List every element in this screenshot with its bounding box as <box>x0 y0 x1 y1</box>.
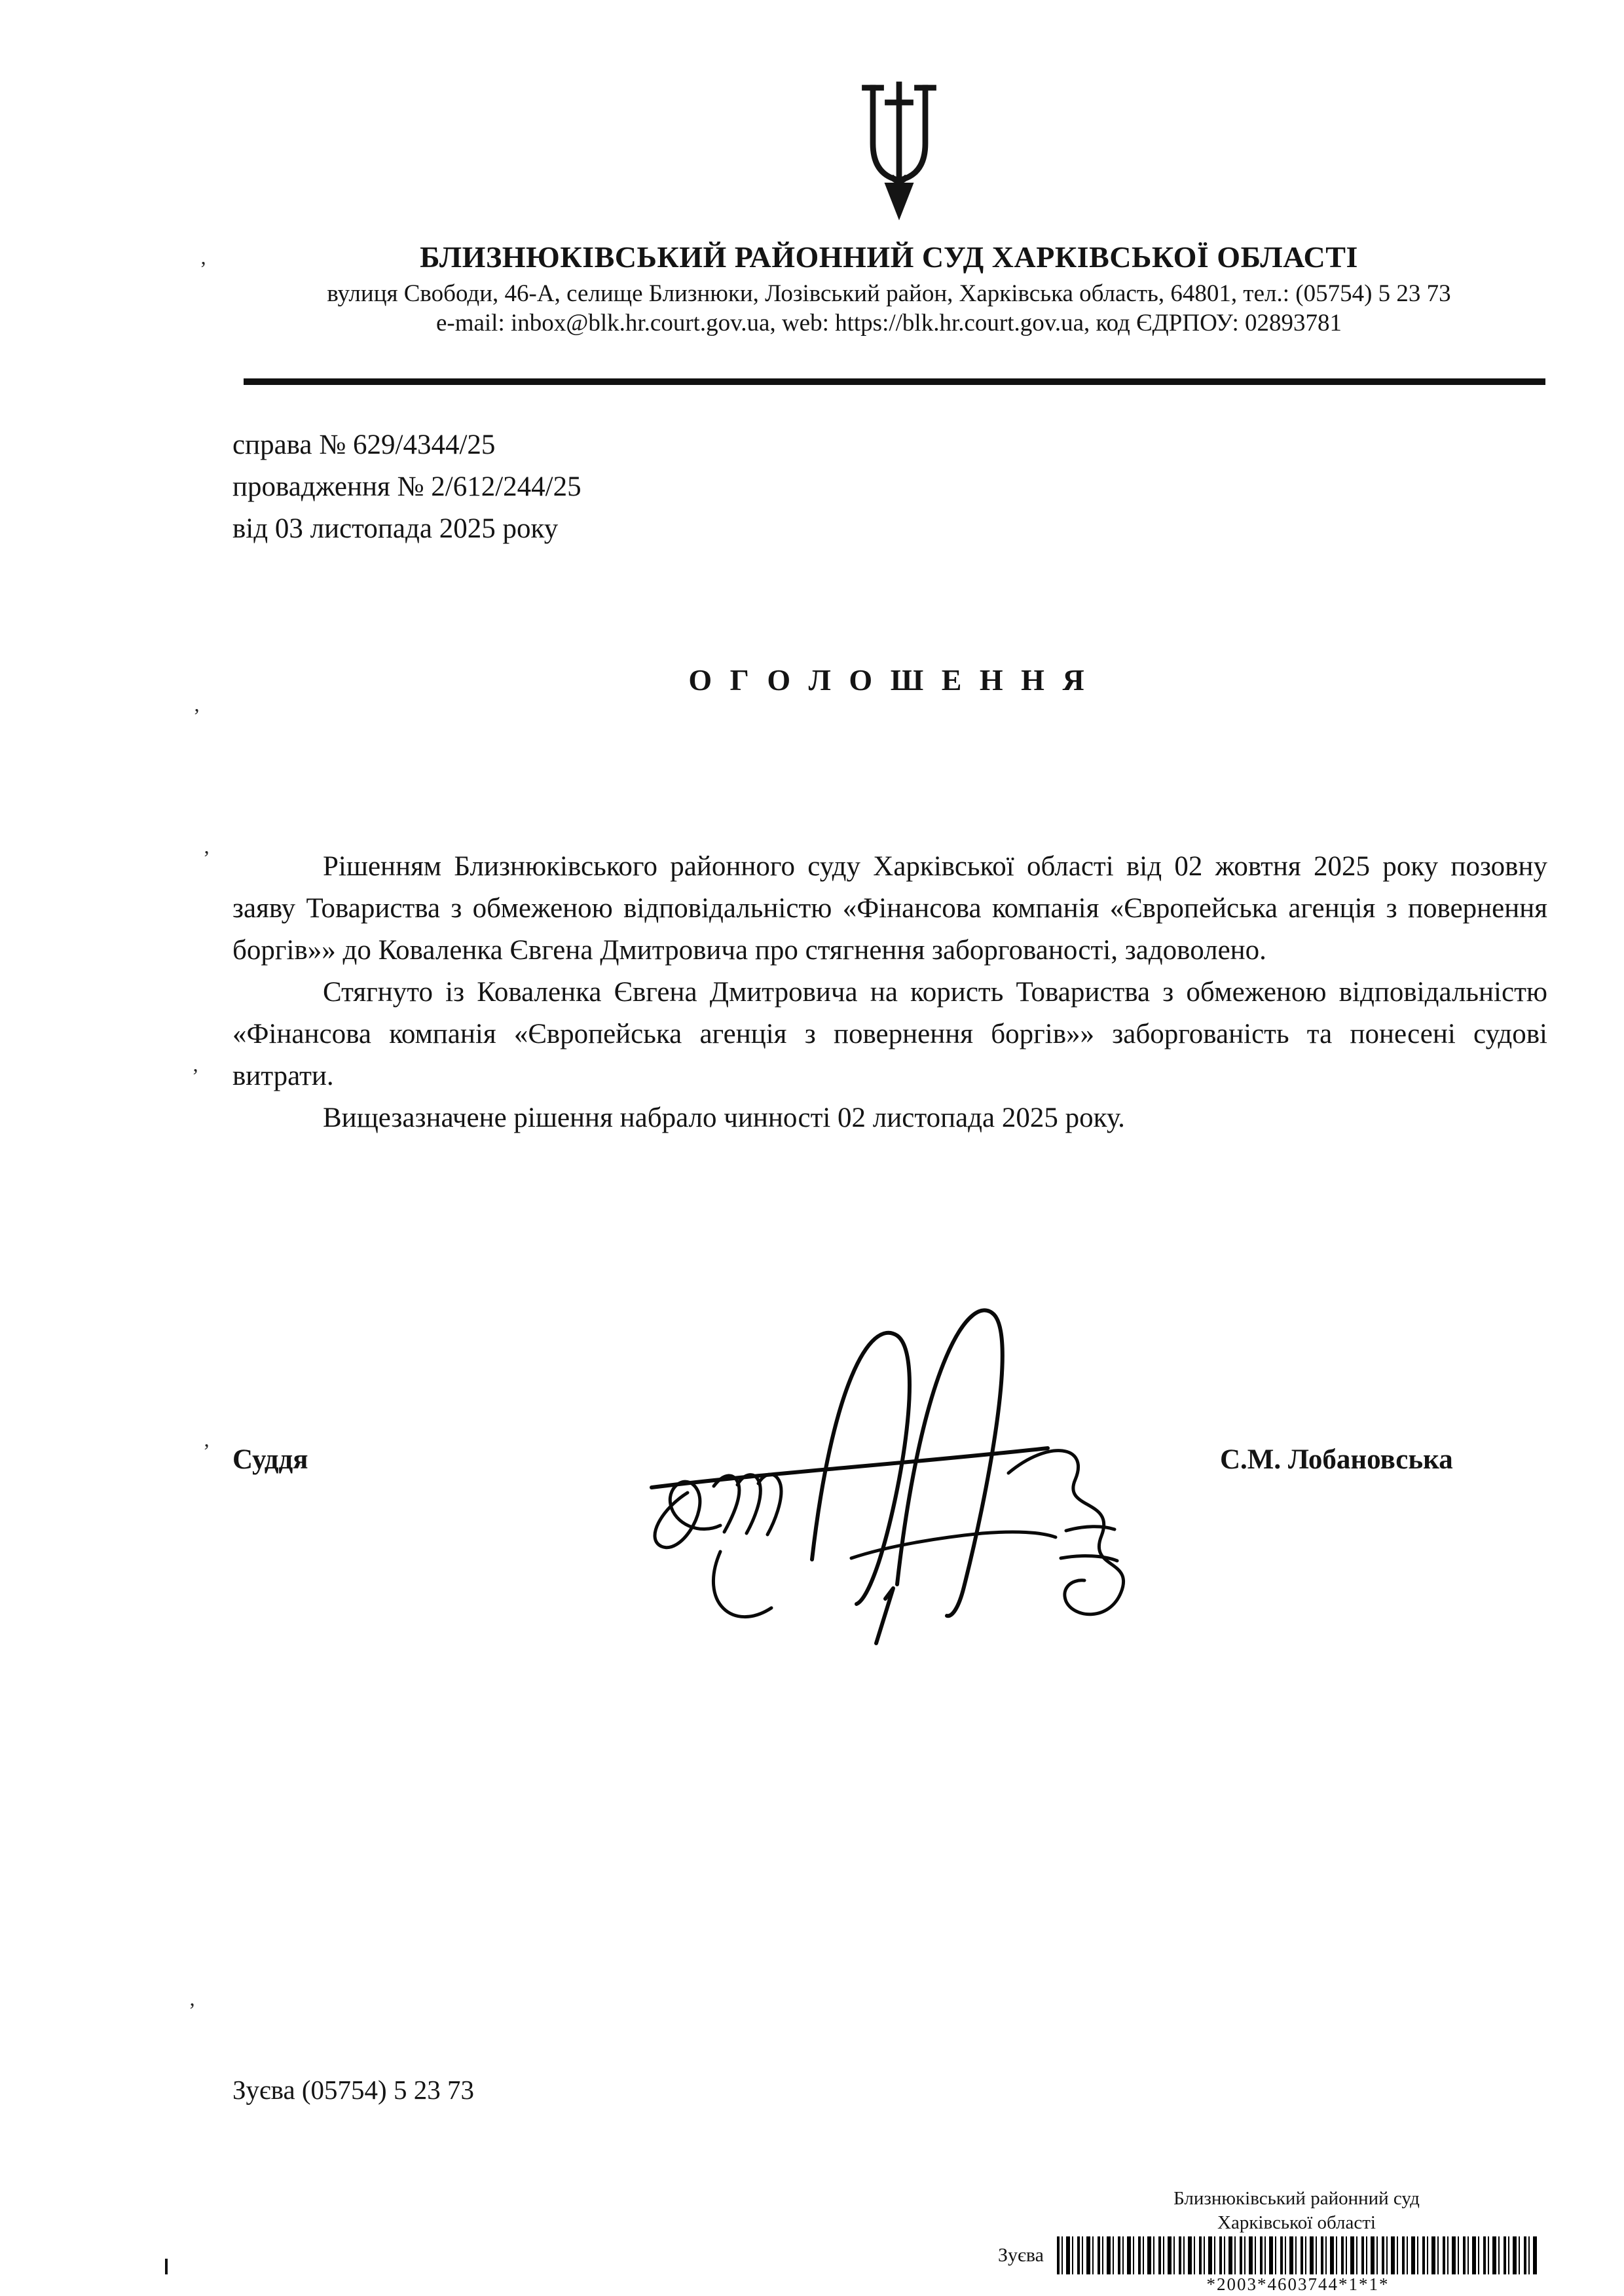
page-title: О Г О Л О Ш Е Н Н Я <box>688 663 1090 697</box>
stamp-operator-name: Зуєва <box>998 2244 1044 2266</box>
letterhead <box>232 240 1545 338</box>
stamp-region: Харківської області <box>1217 2212 1376 2233</box>
scan-artifact-line <box>165 2259 168 2274</box>
case-info-block <box>232 424 581 550</box>
scan-artifact: ’ <box>203 1439 210 1463</box>
body-paragraph: Рішенням Близнюківського районного суду Харківської області від 02 жовтня 2025 року позовну заяву Товариства з обмеженою відповідальністю «Фінансова компанія «Європейська агенція з повернення боргів»» до Коваленка Євгена Дмитровича про стягнення заборгованості, задоволено. <box>232 851 1547 966</box>
registration-barcode <box>1057 2236 1539 2274</box>
body-paragraph: Вищезазначене рішення набрало чинності 02 листопада 2025 року. <box>323 1102 1125 1133</box>
court-contacts-line: e-mail: inbox@blk.hr.court.gov.ua, web: https://blk.hr.court.gov.ua, код ЄДРПОУ: 02893781 <box>435 310 1342 337</box>
scan-artifact: ’ <box>192 1064 199 1087</box>
judge-role-label: Суддя <box>232 1444 308 1475</box>
court-address-line: вулиця Свободи, 46-А, селище Близнюки, Лозівський район, Харківська область, 64801, тел.: (05754) 5 23 73 <box>327 280 1451 307</box>
ukraine-trident-icon <box>850 77 948 229</box>
case-number: справа № 629/4344/25 <box>232 429 496 460</box>
stamp-court-name: Близнюківський районний суд <box>1173 2188 1420 2209</box>
scan-artifact: ’ <box>200 257 207 280</box>
registration-stamp <box>1100 2187 1493 2235</box>
header-divider-rule <box>244 378 1545 385</box>
handwritten-signature <box>616 1277 1166 1683</box>
court-name: БЛИЗНЮКІВСЬКИЙ РАЙОННИЙ СУД ХАРКІВСЬКОЇ ОБЛАСТІ <box>420 240 1358 274</box>
body-paragraph: Стягнуто із Коваленка Євгена Дмитровича на користь Товариства з обмеженою відповідальністю «Фінансова компанія «Європейська агенція з повернення боргів»» заборгованість та понесені судові витрати. <box>232 977 1547 1091</box>
scan-artifact: ’ <box>189 1998 196 2022</box>
document-body <box>232 846 1547 1139</box>
proceeding-number: провадження № 2/612/244/25 <box>232 471 581 502</box>
scan-artifact: ’ <box>203 846 210 869</box>
scan-artifact: ’ <box>193 704 200 727</box>
barcode-number: *2003*4603744*1*1* <box>1206 2274 1390 2294</box>
document-date: від 03 листопада 2025 року <box>232 513 559 544</box>
judge-name: С.М. Лобановська <box>1220 1444 1453 1475</box>
footer-contact: Зуєва (05754) 5 23 73 <box>232 2075 474 2105</box>
